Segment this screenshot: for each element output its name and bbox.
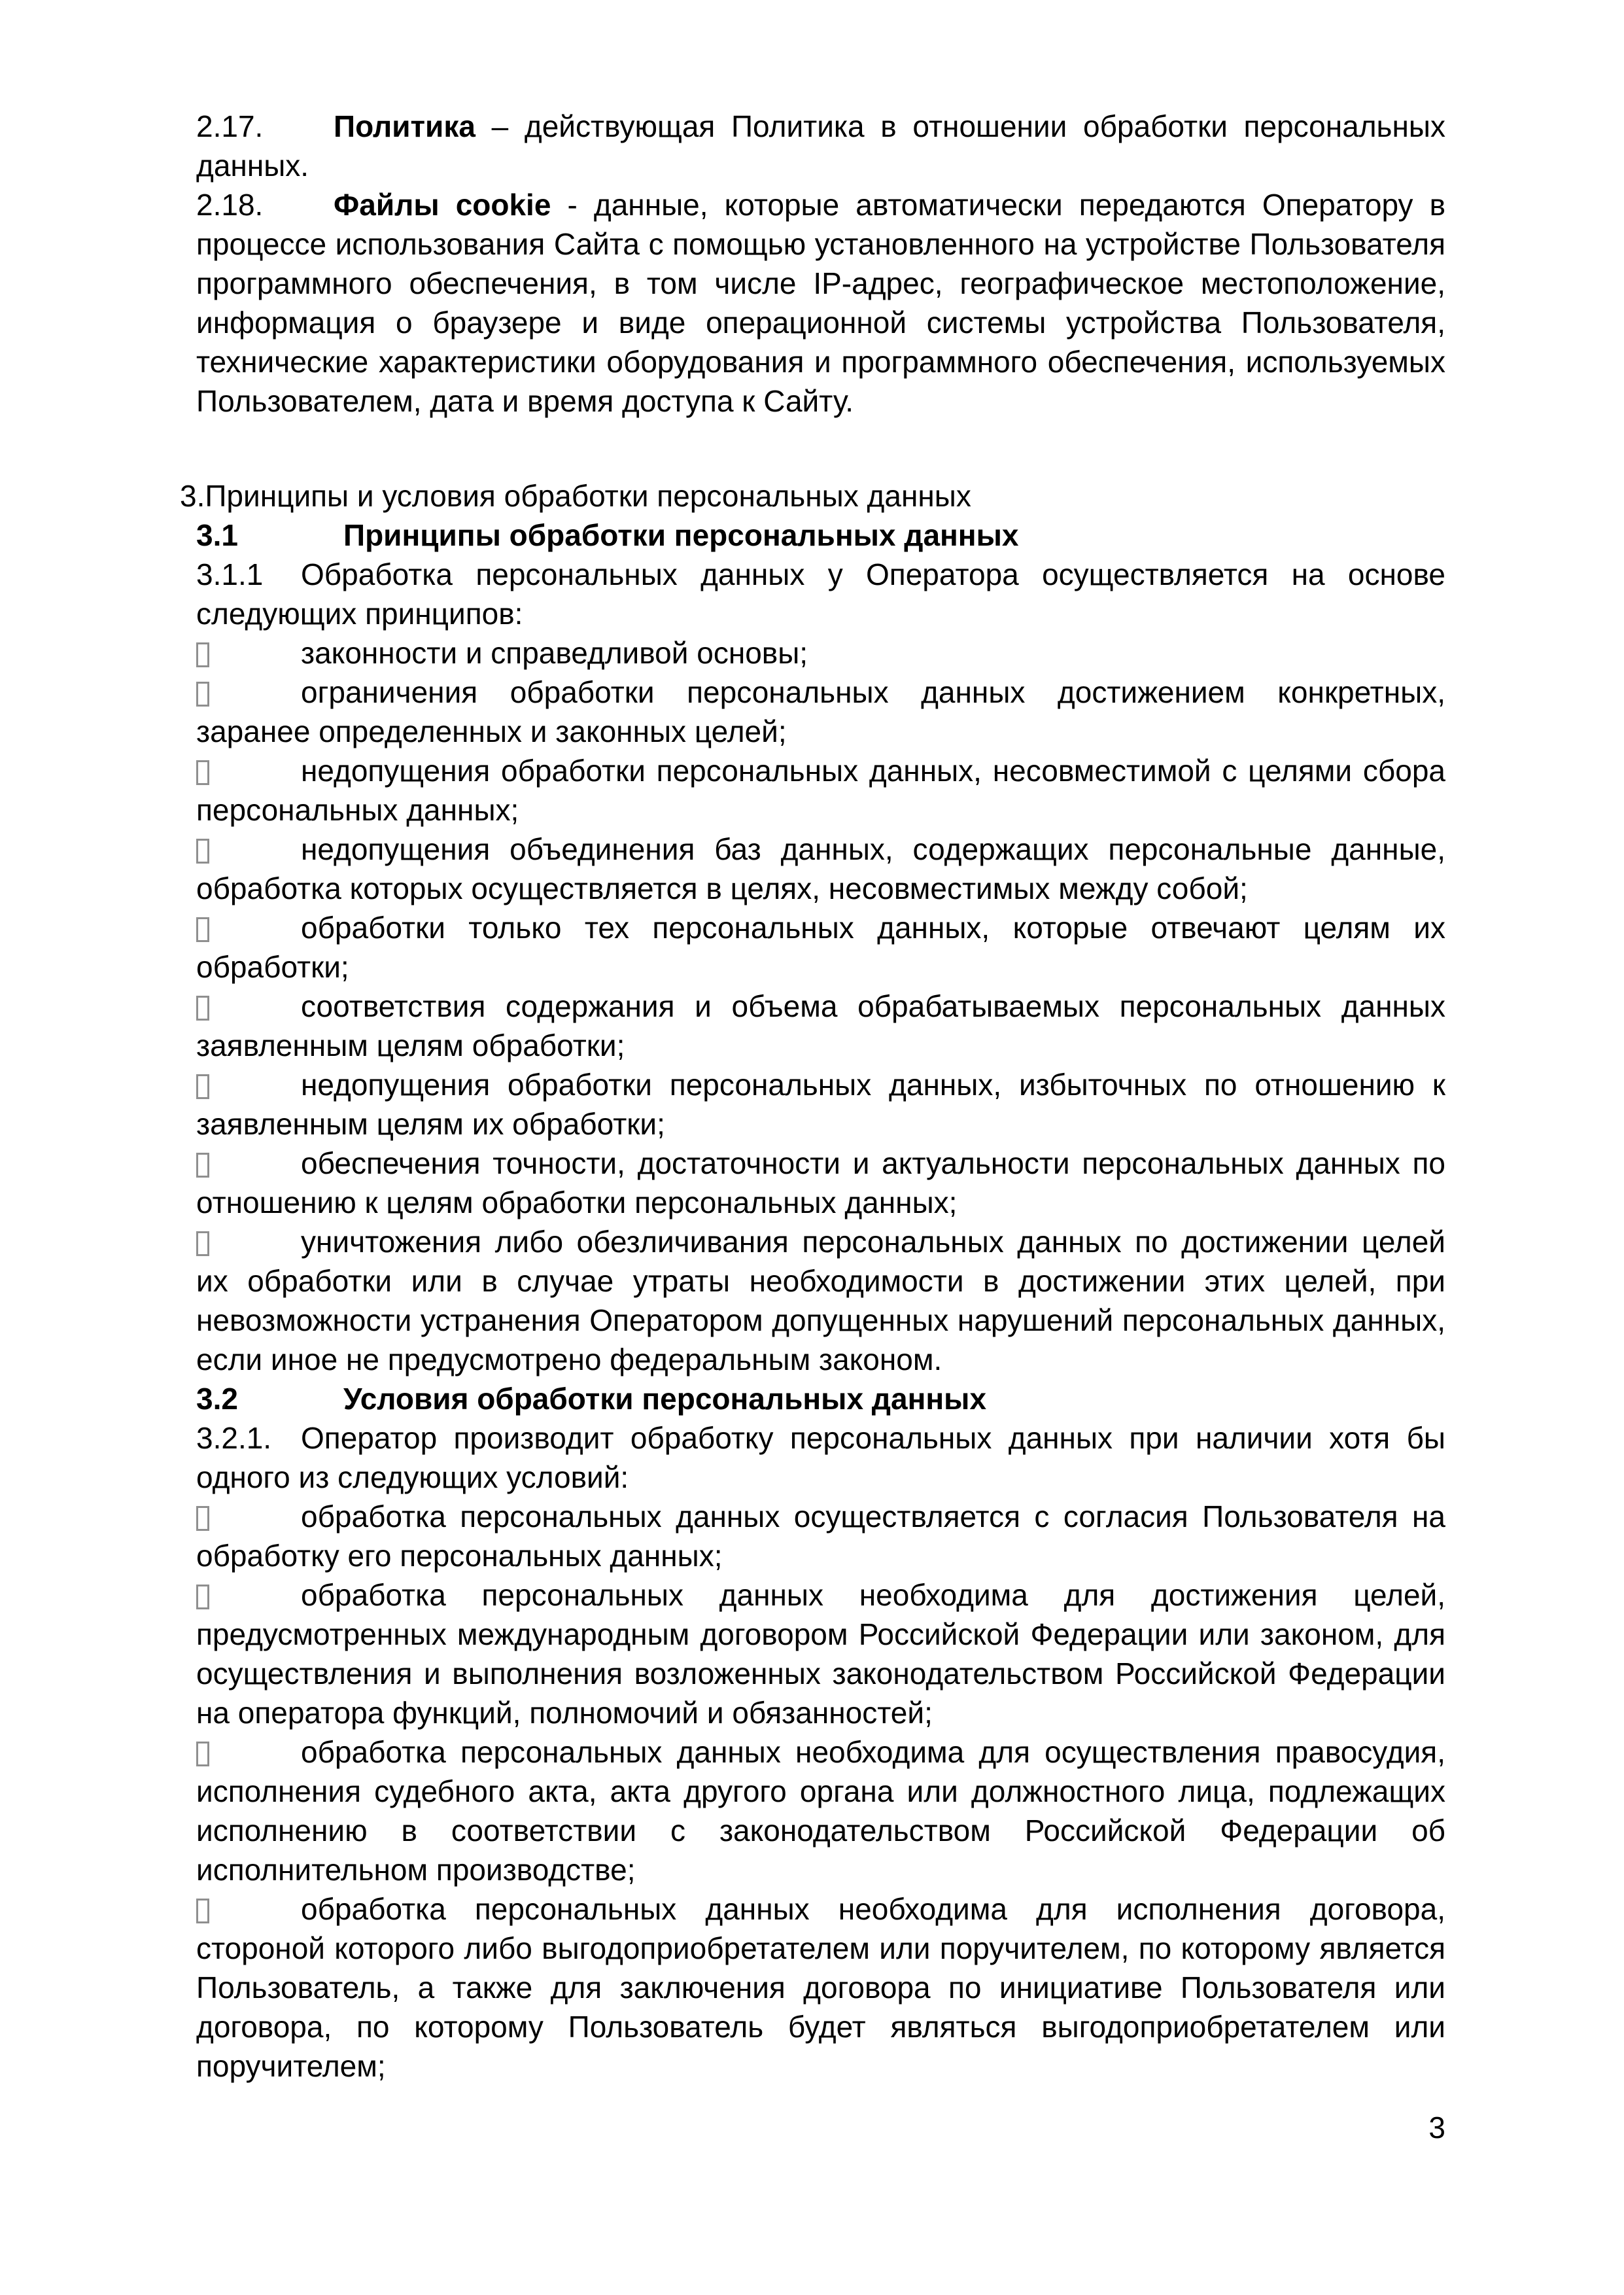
clause-text: Оператор производит обработку персональных данных при наличии хотя бы одного из следующих условий:: [196, 1421, 1445, 1494]
principle-item: [196, 1144, 1445, 1222]
bullet-text: недопущения объединения баз данных, содержащих персональные данные, обработка которых осуществляется в целях, несовместимых между собой;: [196, 832, 1445, 905]
clause-text: Условия обработки персональных данных: [343, 1382, 987, 1416]
condition-item: [196, 1889, 1445, 2086]
principle-item: [196, 633, 1445, 673]
clause-text: – действующая Политика в отношении обработки персональных данных.: [196, 109, 1445, 183]
missing-glyph-bullet-icon: [196, 682, 209, 707]
clause-3-2-1: [196, 1418, 1445, 1497]
principle-item: [196, 987, 1445, 1065]
clause-text: Обработка персональных данных у Оператора осуществляется на основе следующих принципов:: [196, 557, 1445, 631]
clause-number: 3.2: [196, 1382, 238, 1416]
missing-glyph-bullet-icon: [196, 839, 209, 864]
bullet-marker: [196, 1065, 301, 1104]
bullet-marker: [196, 1222, 301, 1261]
bullet-text: законности и справедливой основы;: [301, 636, 808, 670]
clause-number: 3.1: [196, 518, 238, 552]
section-3-title: 3.Принципы и условия обработки персональных данных: [180, 479, 971, 513]
missing-glyph-bullet-icon: [196, 1585, 209, 1609]
document-body: [180, 107, 1446, 2086]
principle-item: [196, 908, 1445, 987]
bullet-text: недопущения обработки персональных данных, несовместимой с целями сбора персональных данных;: [196, 754, 1445, 827]
bullet-marker: [196, 908, 301, 947]
heading-3-2: [196, 1379, 1445, 1418]
clause-text: - данные, которые автоматически передаются Оператору в процессе использования Сайта с помощью установленного на устройстве Пользователя программного обеспечения, в том числе IP-адрес, географическое местоположение, информация о браузере и виде операционной системы устройства Пользователя, технические характеристики оборудования и программного обеспечения, используемых Пользователем, дата и время доступа к Сайту.: [196, 188, 1446, 418]
page-number: 3: [1428, 2111, 1445, 2145]
missing-glyph-bullet-icon: [196, 642, 209, 667]
missing-glyph-bullet-icon: [196, 760, 209, 785]
condition-item: [196, 1575, 1445, 1732]
bullet-marker: [196, 1575, 301, 1615]
bullet-text: уничтожения либо обезличивания персональных данных по достижении целей их обработки или в случае утраты необходимости в достижении этих целей, при невозможности устранения Оператором допущенных нарушений персональных данных, если иное не предусмотрено федеральным законом.: [196, 1225, 1445, 1376]
defined-term: Файлы cookie: [334, 188, 551, 222]
bullet-text: обработка персональных данных необходима для достижения целей, предусмотренных международным договором Российской Федерации или законом, для осуществления и выполнения возложенных законодательством Российской Федерации на оператора функций, полномочий и обязанностей;: [196, 1578, 1445, 1730]
missing-glyph-bullet-icon: [196, 1231, 209, 1256]
bullet-marker: [196, 1889, 301, 1929]
defined-term: Политика: [334, 109, 475, 143]
principle-item: [196, 673, 1445, 751]
bullet-marker: [196, 1144, 301, 1183]
bullet-marker: [196, 673, 301, 712]
bullet-marker: [196, 751, 301, 790]
bullet-text: обработка персональных данных осуществляется с согласия Пользователя на обработку его персональных данных;: [196, 1499, 1445, 1573]
missing-glyph-bullet-icon: [196, 1074, 209, 1099]
condition-item: [196, 1732, 1445, 1889]
bullet-marker: [196, 987, 301, 1026]
principle-item: [196, 830, 1445, 908]
bullet-marker: [196, 1497, 301, 1536]
clause-number: 3.1.1: [196, 557, 264, 591]
condition-item: [196, 1497, 1445, 1575]
bullet-text: обработка персональных данных необходима для осуществления правосудия, исполнения судебного акта, акта другого органа или должностного лица, подлежащих исполнению в соответствии с законодательством Российской Федерации об исполнительном производстве;: [196, 1735, 1445, 1887]
missing-glyph-bullet-icon: [196, 996, 209, 1021]
missing-glyph-bullet-icon: [196, 1153, 209, 1178]
clause-number: 2.18.: [196, 188, 264, 222]
clause-number: 2.17.: [196, 109, 264, 143]
clause-number: 3.2.1.: [196, 1421, 272, 1455]
bullet-marker: [196, 830, 301, 869]
missing-glyph-bullet-icon: [196, 1506, 209, 1531]
heading-3-1: [196, 516, 1445, 555]
bullet-text: обработка персональных данных необходима для исполнения договора, стороной которого либо выгодоприобретателем или поручителем, по которому является Пользователь, а также для заключения договора по инициативе Пользователя или договора, по которому Пользователь будет являться выгодоприобретателем или поручителем;: [196, 1892, 1445, 2083]
bullet-text: соответствия содержания и объема обрабатываемых персональных данных заявленным целям обработки;: [196, 989, 1445, 1062]
clause-3-1-1: [196, 555, 1445, 633]
missing-glyph-bullet-icon: [196, 917, 209, 942]
bullet-text: обеспечения точности, достаточности и актуальности персональных данных по отношению к целям обработки персональных данных;: [196, 1146, 1445, 1219]
bullet-text: ограничения обработки персональных данных достижением конкретных, заранее определенных и законных целей;: [196, 675, 1445, 748]
clause-text: Принципы обработки персональных данных: [343, 518, 1019, 552]
bullet-text: обработки только тех персональных данных, которые отвечают целям их обработки;: [196, 911, 1445, 984]
principle-item: [196, 751, 1445, 830]
principle-item: [196, 1065, 1445, 1144]
missing-glyph-bullet-icon: [196, 1899, 209, 1923]
clause-2-18: [196, 185, 1445, 421]
missing-glyph-bullet-icon: [196, 1742, 209, 1766]
clause-2-17: [196, 107, 1445, 185]
bullet-text: недопущения обработки персональных данных, избыточных по отношению к заявленным целям их обработки;: [196, 1068, 1445, 1141]
bullet-marker: [196, 1732, 301, 1772]
principle-item: [196, 1222, 1445, 1379]
bullet-marker: [196, 633, 301, 673]
